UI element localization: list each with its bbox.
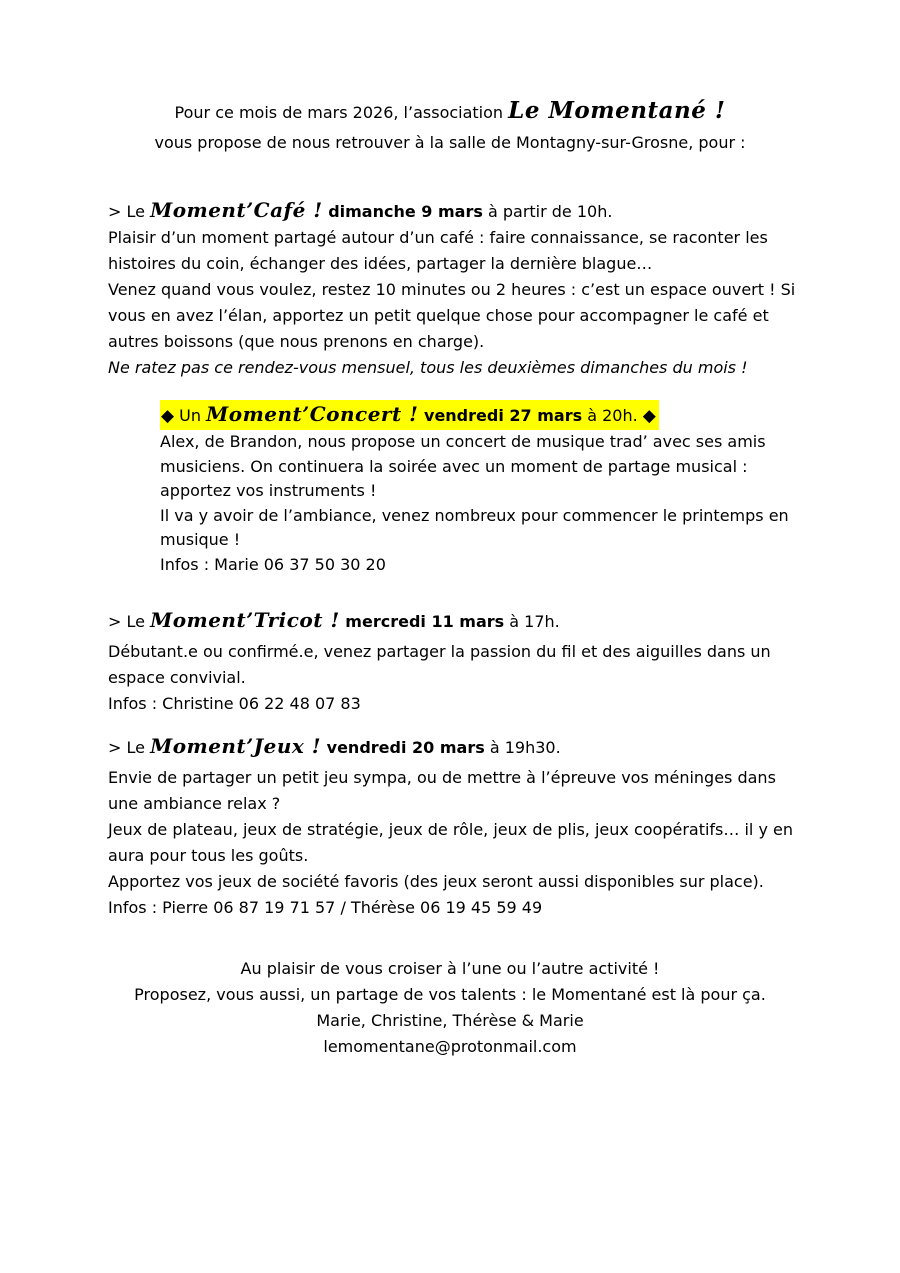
cafe-paragraph: Plaisir d’un moment partagé autour d’un café : faire connaissance, se raconter les histoires du coin, échanger des idées, partager la dernière blague… [108, 228, 768, 273]
signature: Marie, Christine, Thérèse & Marie [316, 1011, 584, 1030]
jeux-paragraph: Envie de partager un petit jeu sympa, ou de mettre à l’épreuve vos méninges dans une ambiance relax ? [108, 768, 776, 813]
intro [0, 96, 900, 158]
jeux-paragraph: Jeux de plateau, jeux de stratégie, jeux de rôle, jeux de plis, jeux coopératifs… il y en aura pour tous les goûts. [108, 820, 793, 865]
jeux-heading: > Le Moment’Jeux ! vendredi 20 mars à 19h30. [108, 734, 561, 758]
tricot-info: Infos : Christine 06 22 48 07 83 [108, 694, 361, 713]
outro-line-2: Proposez, vous aussi, un partage de vos talents : le Momentané est là pour ça. [134, 985, 766, 1004]
concert-name: Moment’Concert ! [206, 402, 419, 426]
tricot-paragraph: Débutant.e ou confirmé.e, venez partager la passion du fil et des aiguilles dans un espace convivial. [108, 642, 771, 687]
cafe-note: Ne ratez pas ce rendez-vous mensuel, tous les deuxièmes dimanches du mois ! [108, 358, 748, 377]
diamond-icon: ◆ [161, 406, 175, 426]
intro-text: Pour ce mois de mars 2026, l’association [174, 103, 509, 122]
cafe-date: dimanche 9 mars [322, 202, 483, 221]
tricot-heading: > Le Moment’Tricot ! mercredi 11 mars à 17h. [108, 608, 560, 632]
jeux-section [108, 733, 808, 921]
jeux-info: Infos : Pierre 06 87 19 71 57 / Thérèse 06 19 45 59 49 [108, 898, 543, 917]
outro-line-1: Au plaisir de vous croiser à l’une ou l’autre activité ! [240, 959, 660, 978]
jeux-name: Moment’Jeux ! [150, 734, 322, 758]
concert-paragraph: Alex, de Brandon, nous propose un concert de musique trad’ avec ses amis musiciens. On continuera la soirée avec un moment de partage musical : apportez vos instruments ! [160, 432, 766, 500]
jeux-time: à 19h30. [484, 738, 561, 757]
tricot-time: à 17h. [504, 612, 560, 631]
cafe-heading: > Le Moment’Café ! dimanche 9 mars à partir de 10h. [108, 198, 613, 222]
concert-info: Infos : Marie 06 37 50 30 20 [160, 554, 386, 574]
cafe-section [108, 197, 808, 381]
contact-email: lemomentane@protonmail.com [323, 1037, 577, 1056]
concert-time: à 20h. [582, 406, 643, 425]
cafe-paragraph: Venez quand vous voulez, restez 10 minutes ou 2 heures : c’est un espace ouvert ! Si vous en avez l’élan, apportez un petit quelque chose pour accompagner le café et autres boissons (que nous prenons en charge). [108, 280, 796, 351]
diamond-icon: ◆ [642, 406, 656, 426]
intro-line-1 [0, 96, 900, 128]
intro-line-2: vous propose de nous retrouver à la salle de Montagny-sur-Grosne, pour : [154, 133, 746, 152]
concert-heading: ◆ Un Moment’Concert ! vendredi 27 mars à 20h. ◆ [160, 400, 659, 430]
tricot-date: mercredi 11 mars [339, 612, 505, 631]
cafe-time: à partir de 10h. [482, 202, 613, 221]
cafe-name: Moment’Café ! [150, 198, 323, 222]
tricot-section [108, 607, 808, 717]
concert-paragraph: Il va y avoir de l’ambiance, venez nombreux pour commencer le printemps en musique ! [160, 505, 789, 549]
outro [0, 956, 900, 1060]
tricot-name: Moment’Tricot ! [150, 608, 340, 632]
concert-date: vendredi 27 mars [418, 406, 583, 425]
jeux-date: vendredi 20 mars [321, 738, 485, 757]
concert-section [160, 400, 800, 577]
jeux-paragraph: Apportez vos jeux de société favoris (des jeux seront aussi disponibles sur place). [108, 872, 764, 891]
association-name: Le Momentané ! [508, 97, 726, 124]
